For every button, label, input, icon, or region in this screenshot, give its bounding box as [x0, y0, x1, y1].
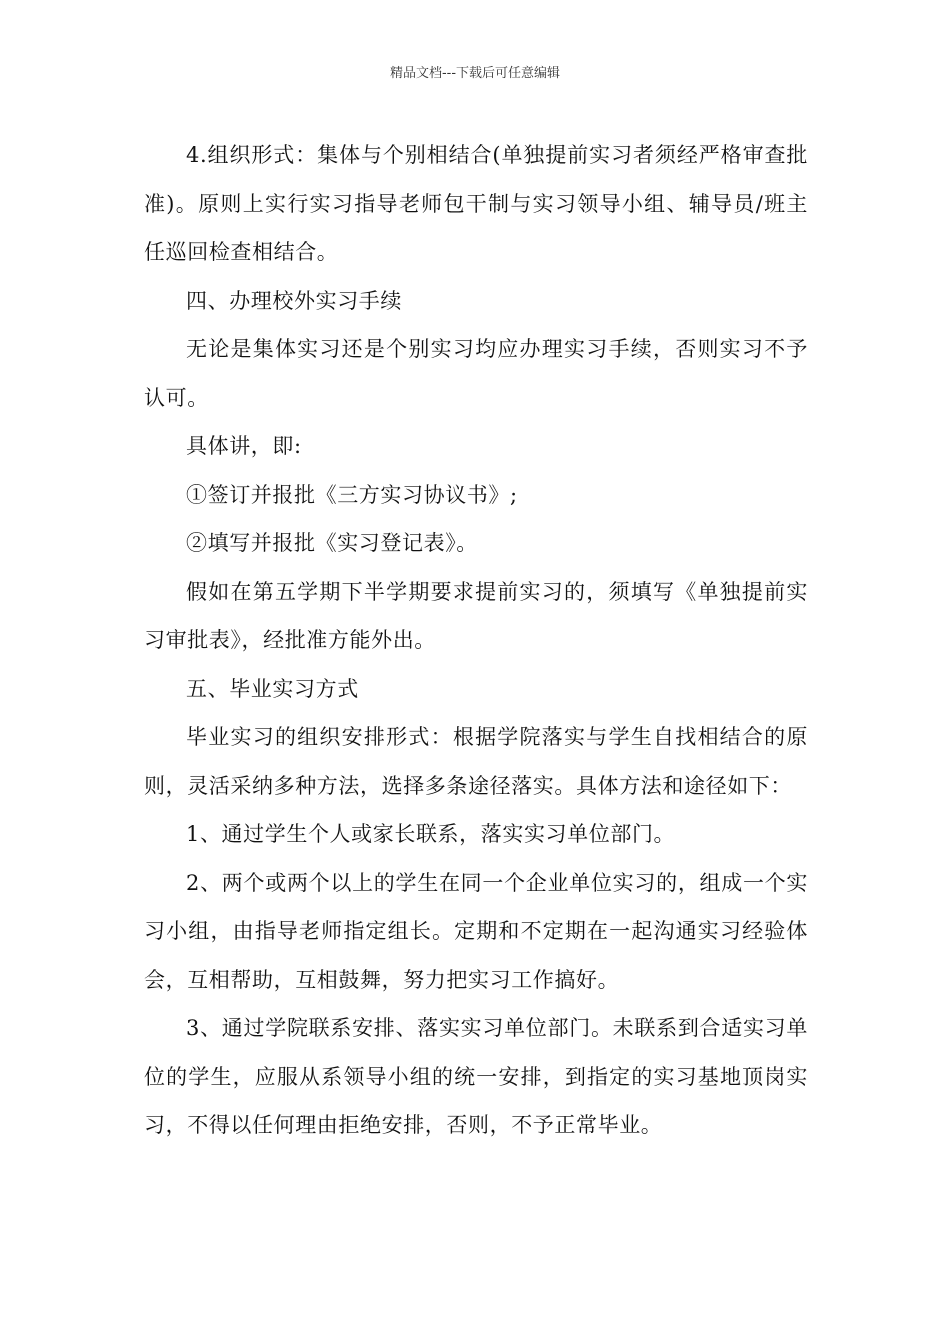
paragraph-arrangement-form: 毕业实习的组织安排形式：根据学院落实与学生自找相结合的原则，灵活采纳多种方法，选择多条途径落实。具体方法和途径如下：	[144, 725, 808, 798]
list-item-method-3: 3、通过学院联系安排、落实实习单位部门。未联系到合适实习单位的学生，应服从系领导小组的统一安排，到指定的实习基地顶岗实习，不得以任何理由拒绝安排，否则，不予正常毕业。	[144, 1016, 808, 1137]
list-item-method-2: 2、两个或两个以上的学生在同一个企业单位实习的，组成一个实习小组，由指导老师指定组长。定期和不定期在一起沟通实习经验体会，互相帮助，互相鼓舞，努力把实习工作搞好。	[144, 870, 808, 992]
document-body	[144, 131, 808, 1150]
paragraph-early-internship: 假如在第五学期下半学期要求提前实习的，须填写《单独提前实习审批表》，经批准方能外出。	[144, 579, 808, 652]
paragraph-procedures-required: 无论是集体实习还是个别实习均应办理实习手续，否则实习不予认可。	[144, 337, 808, 410]
page-header: 精品文档---下载后可任意编辑	[389, 66, 561, 81]
list-item-method-1: 1、通过学生个人或家长联系，落实实习单位部门。	[186, 822, 676, 846]
list-item-agreement: ①签订并报批《三方实习协议书》;	[186, 482, 518, 507]
section-heading-internship-methods: 五、毕业实习方式	[186, 676, 359, 701]
paragraph-organization-form: 4.组织形式：集体与个别相结合(单独提前实习者须经严格审查批准)。原则上实行实习指导老师包干制与实习领导小组、辅导员/班主任巡回检查相结合。	[144, 143, 808, 264]
paragraph-specifically: 具体讲，即:	[186, 434, 302, 458]
list-item-registration: ②填写并报批《实习登记表》。	[186, 531, 478, 555]
section-heading-internship-procedures: 四、办理校外实习手续	[186, 288, 402, 313]
